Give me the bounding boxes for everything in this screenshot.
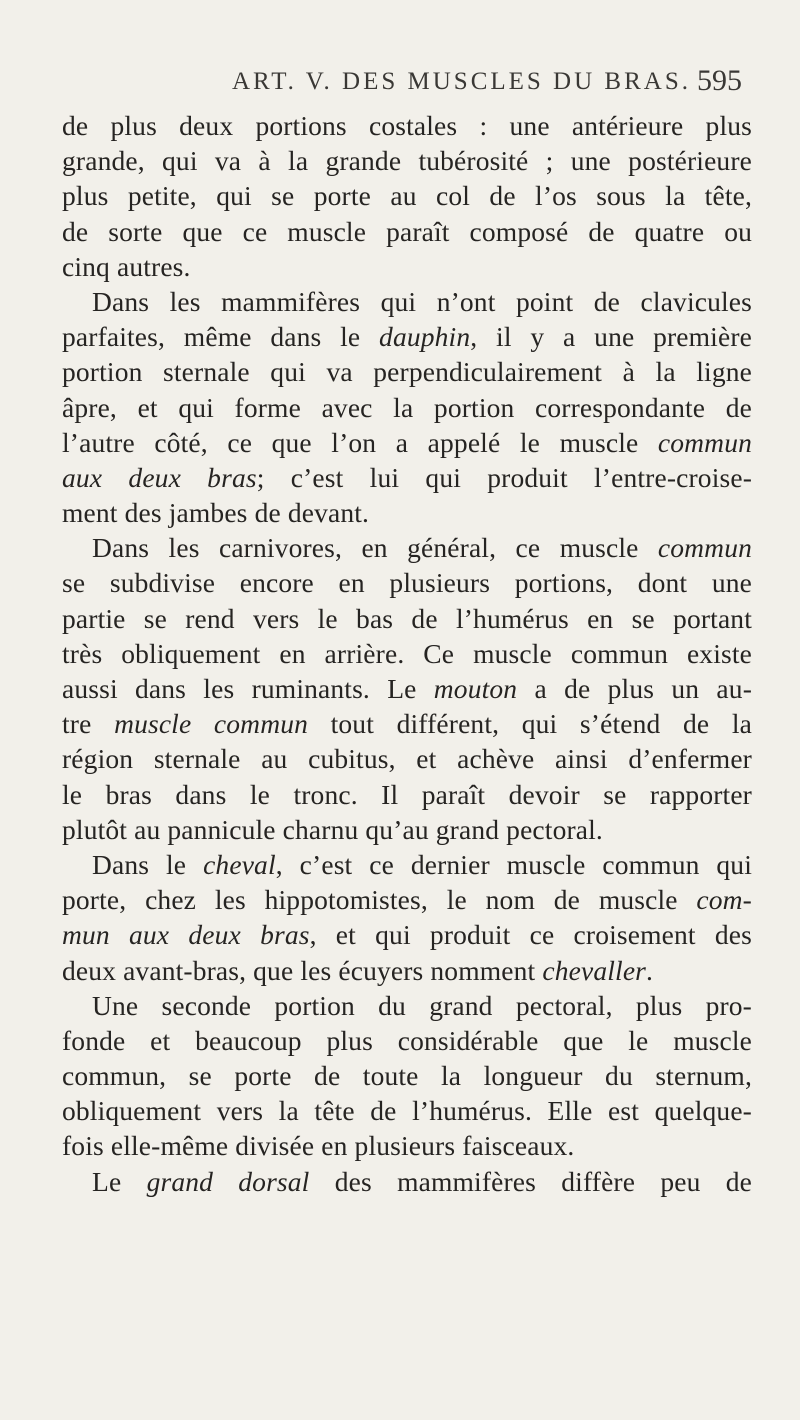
body-text [62, 108, 752, 1199]
text-line: cinq autres. [62, 250, 191, 282]
text-line: aussi dans les ruminants. Le mouton a de plus un au- [62, 673, 752, 704]
text-line: fonde et beaucoup plus considérable que le muscle [62, 1024, 752, 1056]
text-line: deux avant-bras, que les écuyers nomment chevaller. [62, 954, 654, 986]
text-line: mun aux deux bras, et qui produit ce croisement des [62, 919, 752, 951]
text-line: plus petite, qui se porte au col de l’os sous la tête, [62, 180, 752, 212]
italic-term: dauphin [379, 321, 471, 353]
page-number: 595 [697, 64, 742, 97]
text-line: portion sternale qui va perpendiculairement à la ligne [62, 356, 752, 388]
text-line: de sorte que ce muscle paraît composé de quatre ou [62, 215, 752, 247]
text-line: se subdivise encore en plusieurs portions, dont une [62, 567, 752, 599]
text-line: de plus deux portions costales : une antérieure plus [62, 110, 752, 141]
italic-term: cheval [203, 848, 276, 880]
text-line: tre muscle commun tout différent, qui s’étend de la [62, 708, 753, 740]
italic-term: mun aux deux bras [62, 919, 310, 951]
text-line: grande, qui va à la grande tubérosité ; une postérieure [62, 145, 752, 177]
text-line: région sternale au cubitus, et achève ainsi d’enfermer [62, 743, 752, 775]
text-line: Le grand dorsal des mammifères diffère peu de [92, 1165, 753, 1197]
italic-term: aux deux bras [62, 461, 257, 493]
italic-term: chevaller [542, 954, 647, 986]
italic-term: muscle commun [114, 708, 309, 740]
running-head [0, 64, 800, 108]
italic-term: grand dorsal [146, 1165, 310, 1197]
italic-term: commun [657, 532, 752, 564]
text-line: aux deux bras; c’est lui qui produit l’entre-croise- [62, 461, 752, 493]
running-title: ART. V. DES MUSCLES DU BRAS. [232, 68, 691, 95]
text-line: l’autre côté, ce que l’on a appelé le muscle commun [62, 426, 752, 458]
text-line: porte, chez les hippotomistes, le nom de muscle com- [62, 884, 752, 916]
italic-term: com- [696, 884, 752, 916]
text-line: partie se rend vers le bas de l’humérus en se portant [62, 602, 752, 634]
text-line: le bras dans le tronc. Il paraît devoir se rapporter [62, 778, 752, 810]
text-line: parfaites, même dans le dauphin, il y a une première [62, 321, 752, 353]
text-line: âpre, et qui forme avec la portion correspondante de [62, 391, 752, 423]
text-line: Dans le cheval, c’est ce dernier muscle commun qui [92, 848, 752, 880]
text-line: obliquement vers la tête de l’humérus. Elle est quelque- [62, 1095, 752, 1127]
text-line: Dans les carnivores, en général, ce muscle commun [92, 532, 752, 564]
text-line: Une seconde portion du grand pectoral, plus pro- [92, 989, 752, 1021]
text-line: plutôt au pannicule charnu qu’au grand pectoral. [62, 813, 603, 845]
text-line: Dans les mammifères qui n’ont point de clavicules [92, 285, 752, 317]
text-line: fois elle-même divisée en plusieurs faisceaux. [62, 1130, 575, 1162]
text-line: ment des jambes de devant. [62, 497, 370, 529]
italic-term: commun [657, 426, 752, 458]
text-line: commun, se porte de toute la longueur du sternum, [62, 1060, 752, 1092]
italic-term: mouton [433, 673, 518, 704]
text-line: très obliquement en arrière. Ce muscle commun existe [62, 637, 752, 669]
